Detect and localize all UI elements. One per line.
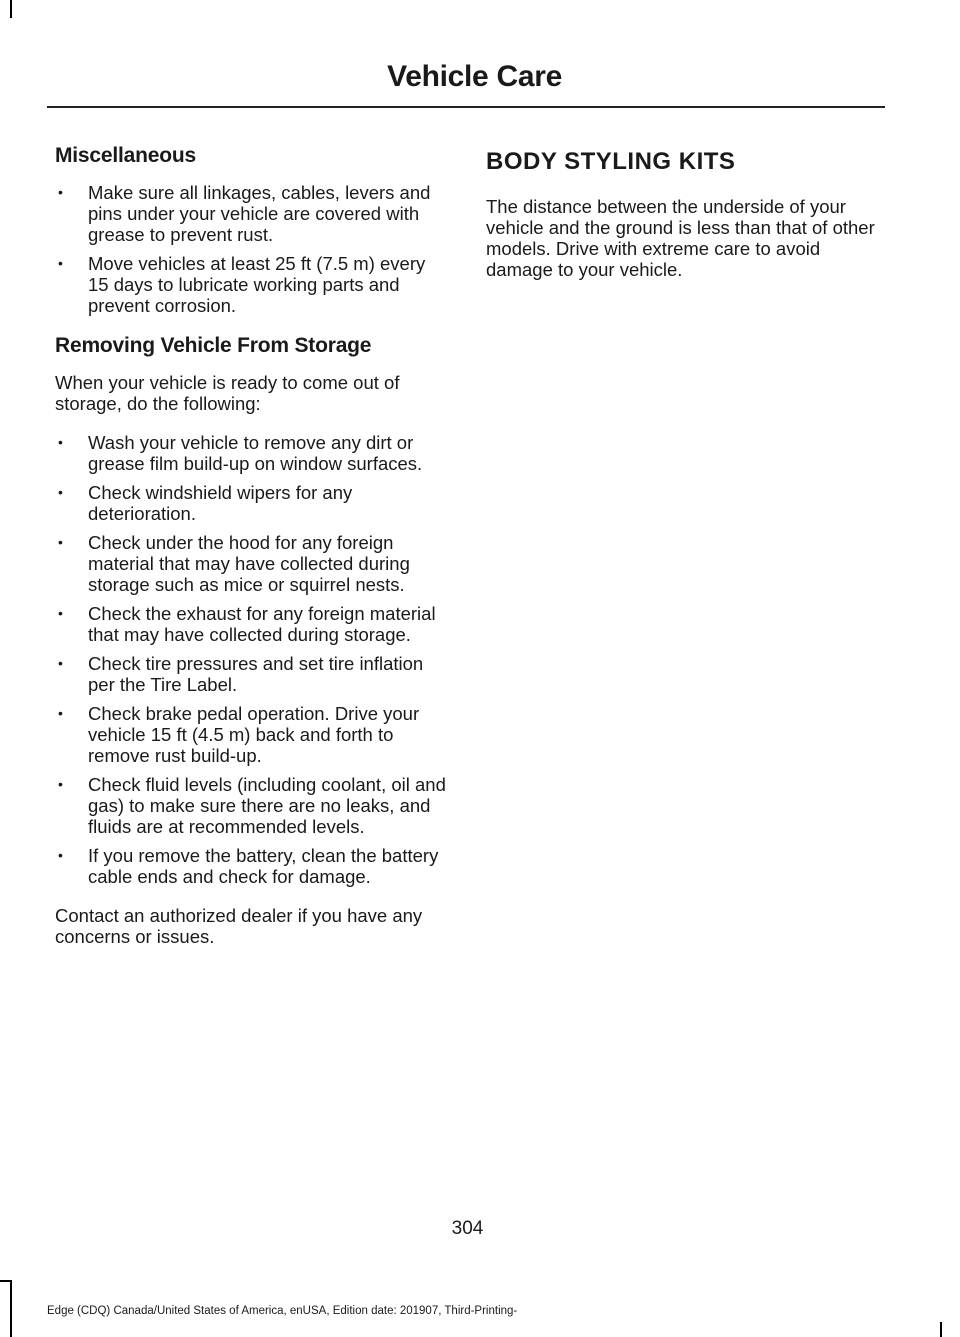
- list-item: • Check tire pressures and set tire inflation per the Tire Label.: [58, 653, 424, 695]
- bullet-icon: •: [58, 705, 63, 721]
- bullet-icon: •: [58, 847, 63, 863]
- bullet-icon: •: [58, 655, 63, 671]
- bullet-icon: •: [58, 184, 63, 200]
- section-title: Vehicle Care: [387, 60, 562, 93]
- removing-intro: When your vehicle is ready to come out of storage, do the following:: [55, 372, 400, 414]
- list-item: • Wash your vehicle to remove any dirt or grease film build-up on window surfaces.: [58, 432, 423, 474]
- right-column: [486, 140, 886, 298]
- bullet-icon: •: [58, 776, 63, 792]
- removing-heading: Removing Vehicle From Storage: [55, 334, 372, 357]
- body-styling-paragraph: The distance between the underside of your vehicle and the ground is less than that of other models. Drive with extreme care to avoid damage to your vehicle.: [486, 196, 875, 280]
- removing-list: [55, 432, 450, 887]
- crop-mark-bottom-left: [10, 1280, 12, 1337]
- bullet-icon: •: [58, 484, 63, 500]
- list-item: • Check brake pedal operation. Drive your vehicle 15 ft (4.5 m) back and forth to remove rust build-up.: [58, 703, 420, 766]
- misc-heading: Miscellaneous: [55, 144, 196, 167]
- list-item: • Check fluid levels (including coolant, oil and gas) to make sure there are no leaks, and fluids are at recommended levels.: [58, 774, 446, 837]
- bullet-icon: •: [58, 255, 63, 271]
- list-item: • Check windshield wipers for any deterioration.: [58, 482, 353, 524]
- left-column: [55, 140, 450, 965]
- page-number: 304: [451, 1218, 484, 1239]
- list-item: • Check under the hood for any foreign material that may have collected during storage such as mice or squirrel nests.: [58, 532, 410, 595]
- bullet-icon: •: [58, 434, 63, 450]
- list-item: • If you remove the battery, clean the battery cable ends and check for damage.: [58, 845, 439, 887]
- list-item: • Make sure all linkages, cables, levers and pins under your vehicle are covered with grease to prevent rust.: [58, 182, 431, 245]
- body-styling-heading: BODY STYLING KITS: [486, 148, 736, 175]
- misc-list: [55, 182, 450, 316]
- header-divider: [47, 106, 885, 108]
- list-item: • Check the exhaust for any foreign material that may have collected during storage.: [58, 603, 436, 645]
- bullet-icon: •: [58, 534, 63, 550]
- list-item: • Move vehicles at least 25 ft (7.5 m) every 15 days to lubricate working parts and prevent corrosion.: [58, 253, 426, 316]
- crop-mark-bottom-left-h: [0, 1280, 12, 1282]
- bullet-icon: •: [58, 605, 63, 621]
- crop-mark-top-left: [10, 0, 12, 18]
- closing-paragraph: Contact an authorized dealer if you have any concerns or issues.: [55, 905, 423, 947]
- crop-mark-bottom-right: [940, 1322, 942, 1337]
- footer-edition: Edge (CDQ) Canada/United States of America, enUSA, Edition date: 201907, Third-Printing-: [47, 1305, 518, 1317]
